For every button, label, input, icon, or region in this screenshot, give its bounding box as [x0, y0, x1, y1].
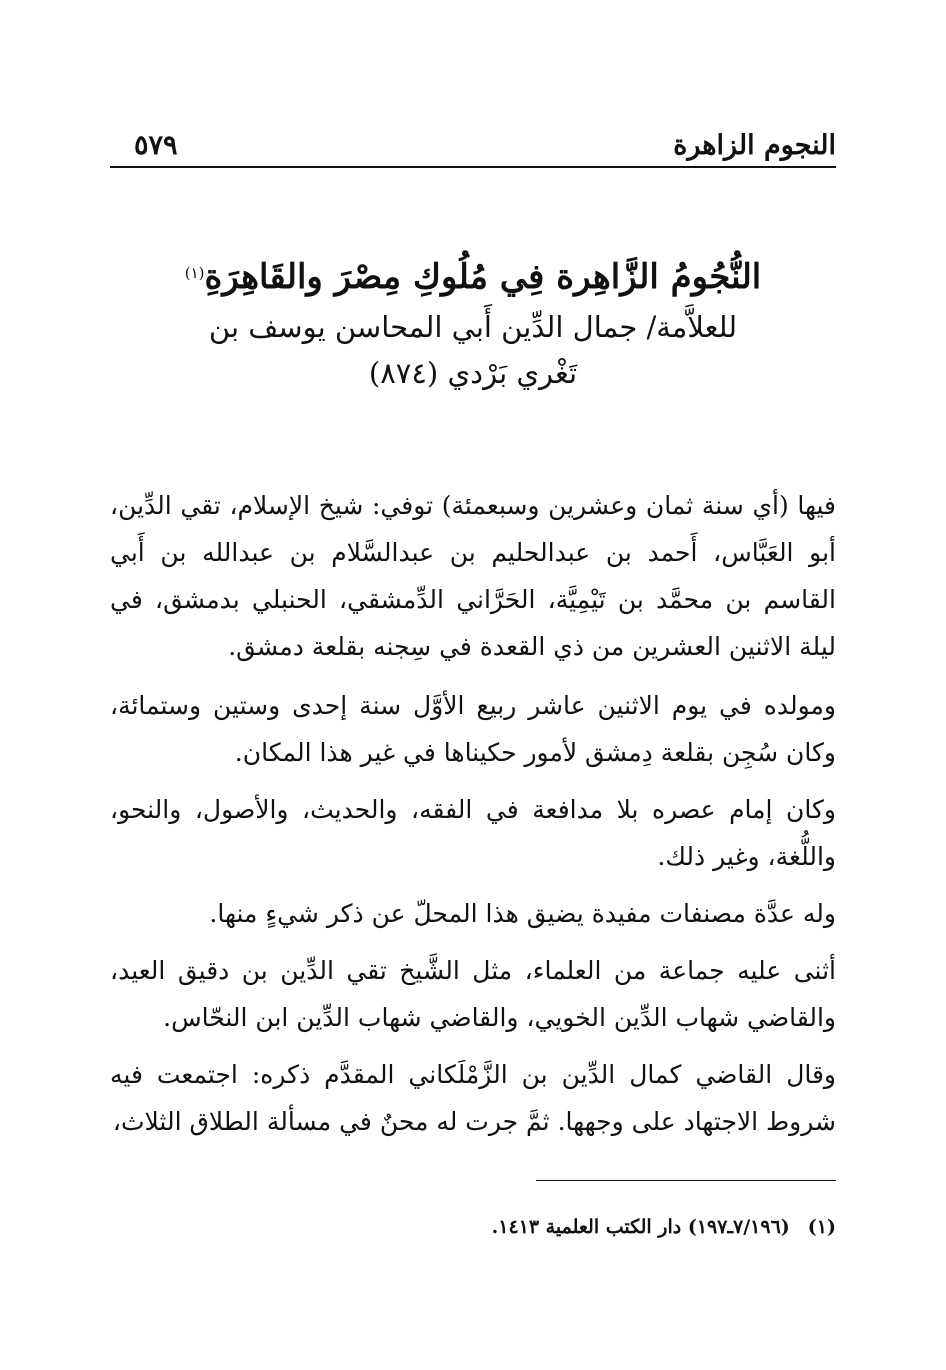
author-line: للعلاَّمة/ جمال الدِّين أَبي المحاسن يوسف بن [208, 310, 738, 344]
running-title: النجوم الزاهرة [673, 130, 836, 161]
paragraph: وكان إمام عصره بلا مدافعة في الفقه، والحديث، والأصول، والنحو، واللُّغة، وغير ذلك. [110, 795, 836, 871]
author-line: تَغْري بَرْدي (٨٧٤) [368, 356, 578, 390]
book-title [110, 250, 836, 304]
paragraph: أثنى عليه جماعة من العلماء، مثل الشَّيخ تقي الدِّين بن دقيق العيد، والقاضي شهاب الدِّين الخويي، والقاضي شهاب الدِّين ابن النحّاس. [110, 956, 836, 1032]
footnote [110, 1212, 836, 1242]
title-block [110, 250, 836, 396]
body-text [110, 482, 836, 1155]
paragraph: ومولده في يوم الاثنين عاشر ربيع الأوَّل سنة إحدى وستين وستمائة، وكان سُجِن بقلعة دِمشق لأمور حكيناها في غير هذا المكان. [110, 691, 836, 767]
paragraph: وقال القاضي كمال الدِّين بن الزَّمْلَكاني المقدَّم ذكره: اجتمعت فيه شروط الاجتهاد على وجهها. ثمَّ جرت له محنٌ في مسألة الطلاق الثلاث، [110, 1060, 836, 1136]
book-title-text: النُّجُومُ الزَّاهِرة فِي مُلُوكِ مِصْرَ والقَاهِرَةِ [204, 257, 762, 297]
running-header [110, 128, 836, 168]
footnote-rule [536, 1180, 836, 1181]
footnote-text: (٧/١٩٦ـ١٩٧) دار الكتب العلمية ١٤١٣. [491, 1216, 790, 1238]
footnote-marker: (١) [807, 1216, 836, 1238]
paragraph: وله عدَّة مصنفات مفيدة يضيق هذا المحلّ عن ذكر شيءٍ منها. [209, 899, 836, 928]
footnote-reference: (١) [184, 264, 205, 282]
paragraph: فيها (أي سنة ثمان وعشرين وسبعمئة) توفي: شيخ الإسلام، تقي الدِّين، أبو العَبَّاس، أَحمد بن عبدالحليم بن عبدالسَّلام بن عبدالله بن أَبي القاسم بن محمَّد بن تَيْمِيَّة، الحَرَّاني الدِّمشقي، الحنبلي بدمشق، في ليلة الاثنين العشرين من ذي القعدة في سِجنه بقلعة دمشق. [110, 491, 836, 661]
header-rule [110, 166, 836, 168]
page-number: ٥٧٩ [134, 130, 178, 161]
